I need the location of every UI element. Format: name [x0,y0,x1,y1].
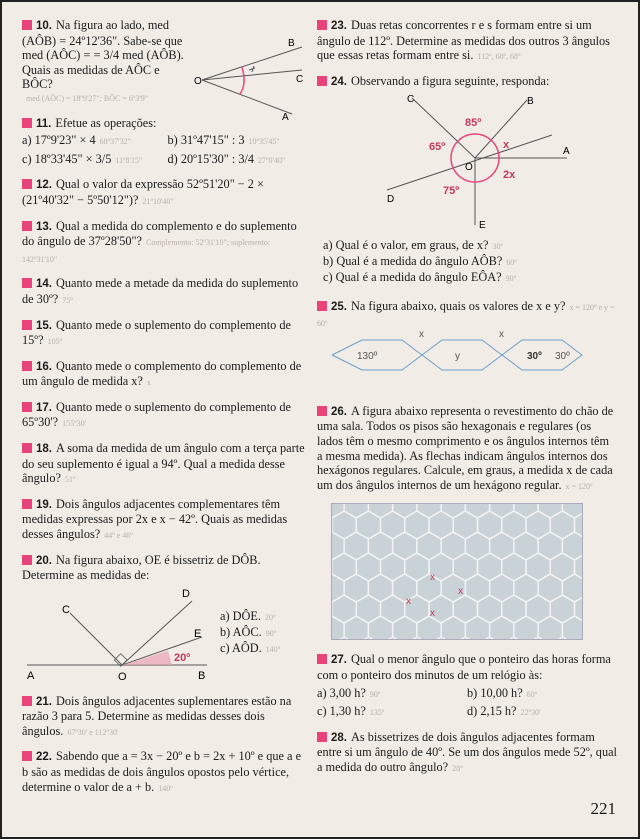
question-text: Na figura ao lado, med (AÔB) = 24º12'36". Sabe-se que med (AÔC) = = 3/4 med (AÔB). Quais as medidas de AÔC e BÔC? [22,18,184,92]
question-text: Na figura abaixo, OE é bissetriz de DÔB. Determine as medidas de: [22,552,261,583]
hexagon-tile [429,637,453,640]
answer-note: 135º [369,708,385,718]
hexagon-tile [514,503,538,518]
angle-x-4: x [458,586,463,598]
answer-note: 75º [62,295,73,305]
answer-note: 28º [452,763,463,773]
answer-note: x = 120º [565,481,593,491]
hexagon-tile [344,616,368,640]
hexagon-tile [575,637,584,640]
hexagon-tile [478,637,502,640]
question-marker-icon [317,20,327,30]
angle-x-3: x [430,608,435,620]
question-24 [317,74,617,290]
answer-note: med (AÔC) = 18º9'27"; BÔC = 6º3'9" [26,93,149,103]
question-26 [317,404,617,495]
question-16 [22,359,307,391]
hexagon-tile [393,616,417,640]
question-28 [317,730,617,777]
hexagon-tile [465,616,489,640]
answer-note: 11º8'15" [115,155,143,165]
question-marker-icon [22,118,32,128]
angle-x-1: x [430,572,435,584]
question-marker-icon [22,443,32,453]
answer-note: 67º30' e 112º30' [67,727,119,737]
angle-85: 85º [465,116,482,129]
question-marker-icon [22,499,32,509]
question-19 [22,497,307,544]
operation-b: b) 31º47'15" : 3 [167,133,245,148]
question-text: Quanto mede o suplemento do complemento de 65º30'? [22,399,291,430]
answer-note: 20º [264,612,276,622]
hexagon-tile [562,616,583,640]
figure-10 [192,32,307,122]
answer-note: 10º35'45" [248,137,280,147]
label-d: D [387,193,395,205]
angle-x-1: x [419,328,424,340]
answer-note: 90º [265,628,277,638]
question-text: Quanto mede o complemento do complemento de um ângulo de medida x? [22,358,302,389]
item-b: b) 10,00 h? [467,685,523,700]
hexagon-tile [344,503,368,518]
question-text: Observando a figura seguinte, responda: [351,73,550,88]
question-marker-icon [22,278,32,288]
answer-note: 51º [64,475,76,485]
answer-note: 22º30' [520,708,541,718]
angle-130: 130º [357,350,378,362]
label-o: O [194,76,202,87]
label-o: O [118,670,127,683]
hexagon-tile [368,616,392,640]
hexagon-tile [502,637,526,640]
hex-grid [331,503,583,640]
question-24-items [323,238,517,286]
angle-x: x [503,138,510,151]
question-marker-icon [22,361,32,371]
answer-note: 90º [369,689,381,699]
question-marker-icon [317,406,327,416]
hexagon-tile [490,503,514,518]
question-21 [22,694,307,741]
answer-note: 140º [158,783,173,793]
label-b: B [288,38,295,49]
answer-note: 155º30' [62,419,87,429]
label-b: B [527,95,534,107]
question-text: Qual a medida do complemento e do suplemento do ângulo de 37º28'50"? [22,218,297,249]
hexagon-tile [331,503,344,518]
question-marker-icon [22,320,32,330]
question-number: 13. [36,220,52,233]
operation-c: c) 18º33'45" × 3/5 [22,151,112,166]
angle-30-b: 30º [555,350,570,362]
question-text: Qual o menor ângulo que o ponteiro das horas forma com o ponteiro dos minutos de um relógio às: [317,652,611,682]
hexagon-tile [368,503,392,518]
answer-note: Complemento: 52º31'10"; suplemento: 142º31'10" [22,238,271,264]
question-number: 14. [36,278,52,291]
label-b: B [198,669,206,682]
hexagon-tile [465,503,489,518]
question-marker-icon [317,301,327,311]
hexagon-tile [441,616,465,640]
hexagon-tile [514,616,538,640]
figure-20 [22,583,212,683]
question-text: Na figura abaixo, quais os valores de x e y? [351,298,566,313]
answer-note: 21º10'40" [142,196,174,206]
question-text: Quanto mede a metade da medida do suplemento de 30º? [22,276,299,306]
question-number: 20. [36,554,52,567]
question-22 [22,749,307,796]
hexagon-tile [562,532,583,560]
label-c: C [62,603,70,616]
answer-note: 60º [506,257,517,267]
hexagon-tile [490,616,514,640]
question-number: 22. [36,751,52,764]
question-marker-icon [22,402,32,412]
item-a: a) 3,00 h? [317,685,366,700]
item-a: a) Qual é o valor, em graus, de x? [323,237,489,252]
question-13 [22,219,307,268]
answer-note: 27º0'40" [258,155,286,165]
hexagon-tile [381,637,405,640]
answer-note: 60º [526,689,538,699]
angle-y: y [455,350,460,362]
item-b: b) AÔC. [220,624,262,639]
answer-note: 105º [47,337,63,347]
figure-26-hexagon-floor [331,503,583,640]
operation-a: a) 17º9'23" × 4 [22,133,96,148]
answer-note: 112º, 68º, 68º [477,52,521,62]
item-a: a) DÔE. [220,608,261,623]
question-text: Duas retas concorrentes r e s formam entre si um ângulo de 112º. Determine as medidas dos outros 3 ângulos que essas retas formam entre si. [317,18,610,63]
answer-note: 30º [492,241,503,251]
item-b: b) Qual é a medida do ângulo AÔB? [323,253,503,268]
right-column [317,18,617,786]
hexagon-tile [453,637,477,640]
question-number: 19. [36,498,52,511]
hexagon-tile [331,574,344,602]
hexagon-tile [405,637,429,640]
question-number: 16. [36,360,52,373]
question-number: 26. [331,405,347,418]
question-marker-icon [22,751,32,761]
angle-x-2: x [406,596,411,608]
question-25 [317,299,617,395]
question-number: 17. [36,401,52,414]
item-c: c) AÔD. [220,640,262,655]
question-number: 28. [331,731,347,744]
question-number: 21. [36,695,52,708]
label-a: A [282,112,289,122]
answer-note: x [146,378,151,388]
label-d: D [182,587,190,600]
angle-x-2: x [499,328,504,340]
hexagon-tile [356,637,380,640]
label-e: E [479,219,486,230]
question-20-items [220,609,280,657]
question-number: 18. [36,443,52,456]
question-marker-icon [22,179,32,189]
hexagon-tile [331,532,344,560]
hexagon-tile [538,616,562,640]
question-text: Efetue as operações: [55,115,157,130]
question-11 [22,116,307,169]
question-text: Dois ângulos adjacentes suplementares estão na razão 3 para 5. Determine as medidas desses dois ângulos. [22,693,292,738]
question-text: A soma da medida de um ângulo com a terça parte do seu suplemento é igual a 94º. Qual a medida desse ângulo? [22,441,305,486]
hexagon-tile [562,503,583,518]
answer-note: 90º [505,273,517,283]
question-text: Dois ângulos adjacentes complementares têm medidas expressas por 2x e x − 42º. Quais as medidas desses ângulos? [22,496,288,542]
operation-d: d) 20º15'30" : 3/4 [167,151,255,166]
label-e: E [194,627,202,640]
angle-65: 65º [429,140,446,153]
answer-note: 44º e 46º [104,531,133,541]
figure-25 [327,325,587,385]
hexagon-tile [332,637,356,640]
question-text: Qual o valor da expressão 52º51'20" − 2 × (21º40'32" − 5º50'12")? [22,177,264,207]
question-number: 10. [36,20,52,32]
page-number: 221 [590,799,616,818]
angle-2x: 2x [503,168,516,181]
question-23 [317,18,617,65]
left-column [22,18,307,805]
angle-30-a: 30º [527,350,542,362]
question-27 [317,652,617,720]
label-o: O [465,161,473,173]
question-14 [22,276,307,308]
question-number: 23. [331,20,347,32]
label-a: A [563,145,570,157]
hexagon-tile [331,616,344,640]
hexagon-tile [550,637,574,640]
question-marker-icon [317,76,327,86]
label-c: C [296,74,304,85]
answer-note: 68º37'32" [99,137,131,147]
question-10 [22,18,192,107]
label-a: A [27,669,35,682]
label-c: C [407,93,415,105]
angle-75: 75º [443,184,460,197]
question-text: A figura abaixo representa o revestimento do chão de uma sala. Todos os pisos são hexagonais e regulares (os lados têm o mesmo comprimento e os ângulos internos têm a mesma medida). As flechas indicam ângulos internos dos hexágonos regulares. Calcule, em graus, a medida x de cada um dos ângulos internos de um hexágono regular. [317,403,614,492]
question-18 [22,441,307,488]
question-number: 15. [36,319,52,332]
hexagon-tile [538,503,562,518]
question-20 [22,553,307,685]
question-number: 11. [36,117,52,130]
hexagon-tile [562,574,583,602]
question-marker-icon [317,654,327,664]
question-number: 25. [331,300,347,313]
item-d: d) 2,15 h? [467,704,517,719]
hexagon-tile [441,503,465,518]
figure-24 [367,90,577,230]
question-text: Sabendo que a = 3x − 20º e b = 2x + 10º e que a e b são as medidas de dois ângulos opostos pelo vértice, determine o valor de a + b. [22,749,302,794]
item-c: c) Qual é a medida do ângulo EÔA? [323,269,502,284]
question-12 [22,177,307,209]
angle-label: 20º [174,651,191,664]
question-marker-icon [22,221,32,231]
hexagon-tile [393,503,417,518]
question-17 [22,400,307,432]
answer-note: 140º [265,644,281,654]
question-marker-icon [317,732,327,742]
hexagon-tile [417,616,441,640]
hexagon-tile [417,503,441,518]
question-number: 24. [331,75,347,88]
question-text: Quanto mede o suplemento do complemento de 15º? [22,317,291,348]
item-c: c) 1,30 h? [317,704,366,719]
answer-note: x = 120º e y = 60º [317,302,615,329]
question-marker-icon [22,555,32,565]
question-15 [22,318,307,350]
hexagon-tile [526,637,550,640]
question-text: As bissetrizes de dois ângulos adjacentes formam entre si um ângulo de 40º. Se um dos ângulos mede 52º, qual a medida do outro ângulo? [317,729,617,774]
question-marker-icon [22,696,32,706]
question-number: 27. [331,654,347,667]
question-number: 12. [36,179,52,192]
question-marker-icon [22,20,32,30]
